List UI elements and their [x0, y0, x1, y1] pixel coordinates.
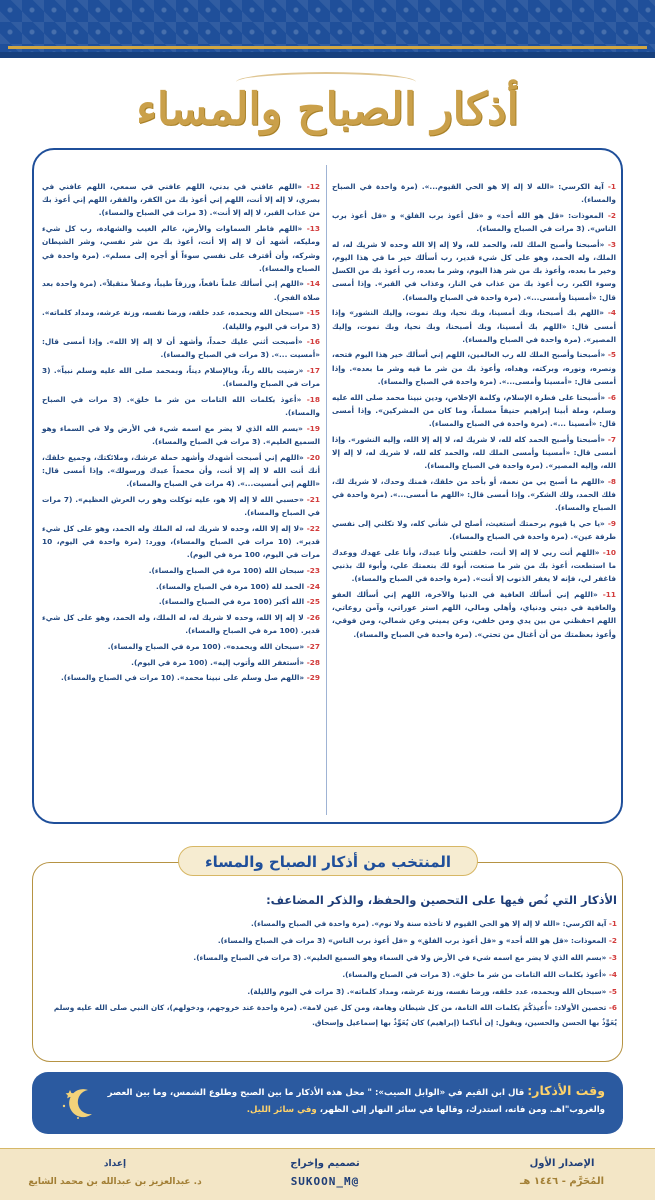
dhikr-item	[332, 391, 616, 431]
footer-edition	[487, 1155, 637, 1191]
dhikr-item	[39, 932, 617, 949]
item-text: «أعوذ بكلمات الله التامات من شر ما خلق». (3 مرات في الصباح والمساء).	[42, 395, 320, 418]
item-text: «اللهم أنت ربي لا إله إلا أنت، خلقتني وأنا عبدك، وأنا على عهدك ووعدك ما استطعت، أعوذ بك من شر ما صنعت، أبوء لك بنعمتك علي، وأبوء لك بذنبي فاغفر لي، فإنه لا يغفر الذنوب إلا أنت». (مرة واحدة في الصباح والمساء).	[332, 547, 616, 584]
item-text: «أصبحنا وأصبح الحمد كله لله، لا شريك له، لا إله إلا الله، وإليه النشور». وإذا أمسى قال: «أمسينا وأمسى الملك لله، والحمد كله لله، لا شريك له، لا إله إلا الله، وإليه المصير». (مرة واحدة في الصباح والمساء).	[332, 434, 616, 471]
dhikr-item	[42, 422, 320, 448]
item-text: آية الكرسي: «الله لا إله إلا هو الحي القيوم لا تأخذه سنة ولا نوم». (مرة واحدة في الصباح والمساء).	[250, 919, 607, 928]
time-label: وقت الأذكار:	[527, 1083, 605, 1098]
dhikr-item	[39, 966, 617, 983]
footer-author	[10, 1155, 220, 1191]
dhikr-item	[42, 393, 320, 419]
column-divider	[326, 165, 327, 815]
item-text: الله أكبر (100 مرة في الصباح والمساء).	[158, 597, 305, 607]
item-number: 15-	[306, 308, 320, 318]
item-number: 19-	[306, 423, 320, 433]
dhikr-item	[42, 595, 320, 608]
item-text: «بسم الله الذي لا يضر مع اسمه شيء في الأرض ولا في السماء وهو السميع العليم». (3 مرات في الصباح والمساء).	[42, 423, 320, 447]
band-rim	[0, 52, 655, 58]
item-number: 10-	[602, 547, 616, 557]
item-text: «بسم الله الذي لا يضر مع اسمه شيء في الأرض ولا في السماء وهو السميع العليم». (3 مرات في الصباح والمساء).	[193, 953, 607, 962]
moon-star-icon	[58, 1084, 102, 1122]
item-text: «اللهم إني أصبحت أشهدك وأشهد حملة عرشك، وملائكتك، وجميع خلقك، أنك أنت الله لا إله إلا أنت، وأن محمداً عبدك ورسولك». وإذا أمسى قال: «اللهم إني أمسيت...». (4 مرات في الصباح والمساء).	[42, 452, 320, 489]
dhikr-item	[39, 949, 617, 966]
item-text: «يا حي يا قيوم برحمتك أستغيث، أصلح لي شأني كله، ولا تكلني إلى نفسي طرفة عين». (مرة واحدة في الصباح والمساء).	[332, 518, 616, 542]
item-number: 18-	[306, 395, 321, 405]
item-text: «لا إله إلا الله، وحده لا شريك له، له الملك وله الحمد، وهو على كل شيء قدير». (10 مرات في الصباح والمساء)، وورد: (مرة واحدة في اليوم، 10 مرات في اليوم، 100 مرة في اليوم).	[42, 523, 320, 560]
dhikr-item	[39, 983, 617, 1000]
item-number: 9-	[607, 518, 616, 528]
dhikr-item	[42, 564, 320, 577]
item-number: 2-	[608, 936, 617, 945]
left-column	[42, 180, 320, 687]
time-text	[85, 1082, 605, 1119]
edition-date: المُحَرَّم - ١٤٤٦ هـ	[519, 1176, 605, 1187]
item-text: «أصبحنا وأصبح الملك لله رب العالمين، اللهم إني أسألك خير هذا اليوم فتحه، ونصره، ونوره، وبركته، وهداه، وأعوذ بك من شر ما فيه وشر ما بعده». وإذا أمسى قال: «أمسينا وأمسى...». (مرة واحدة في الصباح والمساء).	[332, 350, 616, 386]
dhikr-item	[332, 517, 616, 543]
dhikr-item	[42, 640, 320, 653]
selected-section-subtitle: الأذكار التي نُص فيها على التحصين والحفظ، والذكر المضاعف:	[266, 893, 617, 907]
dhikr-item	[42, 451, 320, 491]
item-text: سبحان الله (100 مرة في الصباح والمساء).	[148, 565, 305, 575]
item-number: 21-	[306, 494, 321, 504]
dhikr-item	[332, 475, 616, 515]
item-text: «أصبحنا وأصبح الملك لله، والحمد لله، ولا إله إلا الله وحده لا شريك له، له الملك، وله الحمد، وهو على كل شيء قدير، رب أسألك خير ما في هذا اليوم، وخير ما بعده، وأعوذ بك من شر هذا اليوم، وشر ما بعده، رب أعوذ بك من الكسل وسوء الكبر، رب أعوذ بك من عذاب في النار، وعذاب في القبر». وإذا أمسى قال: «أمسينا وأمسى...». (مرة واحدة في الصباح والمساء).	[332, 239, 616, 302]
item-number: 17-	[306, 366, 320, 376]
item-number: 28-	[306, 657, 320, 667]
dhikr-item	[39, 1000, 617, 1030]
item-text: «اللهم فاطر السماوات والأرض، عالم الغيب والشهادة، رب كل شيء ومليكه، أشهد أن لا إله إلا أنت، أعوذ بك من شر نفسي، وشر الشيطان وشركه، وأن أقترف على نفسي سوءاً أو أجره إلى مسلم». (مرة واحدة في الصباح والمساء).	[42, 224, 320, 273]
selected-list	[39, 915, 617, 1030]
page-title: أذكار الصباح والمساء	[136, 84, 519, 135]
time-body: قال ابن القيم في «الوابل الصيب»: " محل هذه الأذكار ما بين الصبح وطلوع الشمس، وما بين العصر والغروب"اهـ. ومن فاته، استدرك، وقالها في سائر النهار إلى الظهر،	[107, 1088, 605, 1115]
item-text: «حسبي الله لا إله إلا هو، عليه توكلت وهو رب العرش العظيم». (7 مرات في الصباح والمساء).	[42, 494, 320, 518]
item-number: 20-	[306, 452, 320, 462]
dhikr-item	[332, 306, 616, 346]
item-text: المعوذات: «قل هو الله أحد» و «قل أعوذ برب الفلق» و «قل أعوذ برب الناس» (3 مرات في الصباح والمساء).	[217, 936, 607, 945]
item-number: 3-	[607, 239, 617, 249]
item-number: 27-	[306, 642, 320, 651]
item-number: 12-	[306, 182, 321, 191]
item-text: الحمد لله (100 مرة في الصباح والمساء).	[156, 581, 305, 591]
item-number: 3-	[608, 953, 617, 962]
item-number: 14-	[306, 279, 320, 289]
item-text: «أستغفر الله وأتوب إليه». (100 مرة في اليوم).	[131, 657, 305, 667]
item-text: «اللهم صل وسلم على نبينا محمد». (10 مرات في الصباح والمساء).	[60, 673, 305, 683]
item-number: 4-	[607, 308, 616, 318]
item-number: 23-	[306, 565, 320, 575]
dhikr-item	[42, 656, 320, 669]
author-label: إعداد	[103, 1159, 127, 1169]
dhikr-item	[42, 335, 320, 361]
item-number: 13-	[306, 224, 321, 234]
design-handle[interactable]: @SUKOON_M	[290, 1175, 360, 1188]
item-number: 6-	[608, 1003, 617, 1012]
item-text: «اللهم بك أصبحنا، وبك أمسينا، وبك نحيا، وبك نموت، وإليك النشور» وإذا أمسى قال: «اللهم بك أمسينا، وبك أصبحنا، وبك نحيا، وبك نموت، وإليك المصير». (مرة واحدة في الصباح والمساء).	[332, 308, 616, 344]
dhikr-item	[42, 493, 320, 519]
item-text: «اللهم إني أسألك علماً نافعاً، ورزقاً طيباً، وعملاً متقبلاً». (مرة واحدة بعد صلاة الفجر).	[42, 279, 320, 302]
dhikr-item	[332, 238, 616, 304]
dhikr-item	[332, 433, 616, 473]
item-text: «سبحان الله وبحمده، عدد خلقه، ورضا نفسه، وزنة عرشه، ومداد كلماته». (3 مرات في اليوم والليلة).	[247, 987, 607, 996]
design-label: تصميم وإخراج	[290, 1158, 360, 1169]
item-text: لا إله إلا الله، وحده لا شريك له، له الملك، وله الحمد، وهو على كل شيء قدير. (100 مرة في الصباح والمساء).	[42, 613, 320, 636]
item-number: 6-	[607, 392, 616, 402]
item-number: 1-	[608, 919, 617, 928]
item-number: 4-	[608, 970, 617, 979]
item-text: «سبحان الله وبحمده، عدد خلقه، ورضا نفسه، وزنة عرشه، ومداد كلماته». (3 مرات في اليوم والليلة).	[42, 308, 320, 331]
edition-label: الإصدار الأول	[529, 1158, 595, 1169]
dhikr-item	[42, 364, 320, 390]
time-highlight: وفي سائر الليل.	[246, 1105, 317, 1115]
footer-design	[250, 1155, 400, 1191]
dhikr-item	[42, 277, 320, 303]
dhikr-item	[42, 671, 320, 684]
item-text: «أعوذ بكلمات الله التامات من شر ما خلق». (3 مرات في الصباح والمساء).	[342, 970, 607, 979]
item-number: 26-	[306, 613, 320, 623]
item-text: «اللهم ما أصبح بي من نعمة، أو بأحد من خلقك، فمنك وحدك، لا شريك لك، فلك الحمد، ولك الشكر». وإذا أمسى قال: «اللهم ما أمسى...». (مرة واحدة في الصباح والمساء).	[332, 476, 616, 513]
dhikr-item	[42, 580, 320, 593]
item-number: 1-	[607, 182, 617, 191]
item-text: «اللهم إني أسألك العافية في الدنيا والآخرة، اللهم إني أسألك العفو والعافية في ديني ودنياي، وأهلي ومالي، اللهم استر عوراتي، وآمن روعاتي، اللهم احفظني من بين يدي ومن خلفي، وعن يميني وعن شمالي، ومن فوقي، وأعوذ بعظمتك من أن أغتال من تحتي». (مرة واحدة في الصباح والمساء).	[332, 589, 616, 639]
dhikr-item	[332, 209, 616, 235]
item-text: «أصبحت أثني عليك حمداً، وأشهد أن لا إله إلا الله». وإذا أمسى قال: «أمسيت ...». (3 مرات في الصباح والمساء).	[42, 337, 320, 360]
dhikr-item	[42, 522, 320, 562]
item-number: 22-	[306, 523, 320, 533]
dhikr-item	[42, 611, 320, 637]
item-number: 2-	[607, 210, 616, 220]
item-number: 7-	[607, 434, 616, 444]
footer	[0, 1148, 655, 1200]
item-number: 29-	[306, 673, 320, 683]
dhikr-item	[42, 306, 320, 332]
dhikr-item	[332, 546, 616, 586]
dhikr-item	[332, 348, 616, 388]
item-number: 5-	[608, 987, 617, 996]
item-number: 11-	[602, 589, 617, 599]
item-text: تحصين الأولاد: «أُعيذكُمَ بكلمات الله التامة، من كل شيطان وهامة، ومن كل عين لامة». (مرة واحدة عند خروجهم، ودخولهم)، كان النبي صلى الله عليه وسلم يُعَوِّذُ بها الحسن والحسين، ويقول: إن أباكما (إبراهيم) كان يُعَوِّذُ بها إسماعيل وإسحاق.	[53, 1003, 617, 1027]
item-text: «رضيت بالله رباً، وبالإسلام ديناً، وبمحمد صلى الله عليه وسلم نبياً». (3 مرات في الصباح والمساء).	[42, 366, 320, 389]
author-name: د. عبدالعزيز بن عبدالله بن محمد الشايع	[28, 1177, 202, 1187]
selected-section-title: المنتخب من أذكار الصباح والمساء	[178, 846, 478, 876]
decorative-header-band	[0, 0, 655, 58]
item-text: «اللهم عافني في بدني، اللهم عافني في سمعي، اللهم عافني في بصري، لا إله إلا أنت، اللهم إني أعوذ بك من الكفر، والفقر، اللهم إني أعوذ بك من عذاب القبر، لا إله إلا أنت». (3 مرات في الصباح والمساء).	[42, 182, 320, 218]
item-text: «أصبحنا على فطرة الإسلام، وكلمة الإخلاص، ودين نبينا محمد صلى الله عليه وسلم، وملة أبينا إبراهيم حنيفاً مسلماً، وما كان من المشركين». وإذا أمسى قال: «أمسينا ...». (مرة واحدة في الصباح والمساء).	[332, 392, 616, 428]
right-column	[332, 180, 616, 643]
dhikr-item	[332, 588, 616, 641]
item-number: 16-	[306, 337, 320, 347]
time-banner	[32, 1072, 623, 1134]
item-number: 24-	[306, 581, 320, 591]
item-number: 5-	[607, 350, 616, 360]
dhikr-item	[332, 180, 616, 206]
item-text: «سبحان الله وبحمده». (100 مرة في الصباح والمساء).	[107, 642, 305, 651]
item-text: آية الكرسي: «الله لا إله إلا هو الحي القيوم...». (مرة واحدة في الصباح والمساء).	[332, 182, 616, 205]
item-text: المعوذات: «قل هو الله أحد» و «قل أعوذ برب الفلق» و «قل أعوذ برب الناس». (3 مرات في الصباح والمساء).	[332, 210, 616, 234]
dhikr-item	[39, 915, 617, 932]
item-number: 25-	[306, 597, 320, 607]
gold-rule	[8, 46, 647, 49]
dhikr-item	[42, 180, 320, 220]
dhikr-item	[42, 222, 320, 275]
item-number: 8-	[607, 476, 616, 486]
